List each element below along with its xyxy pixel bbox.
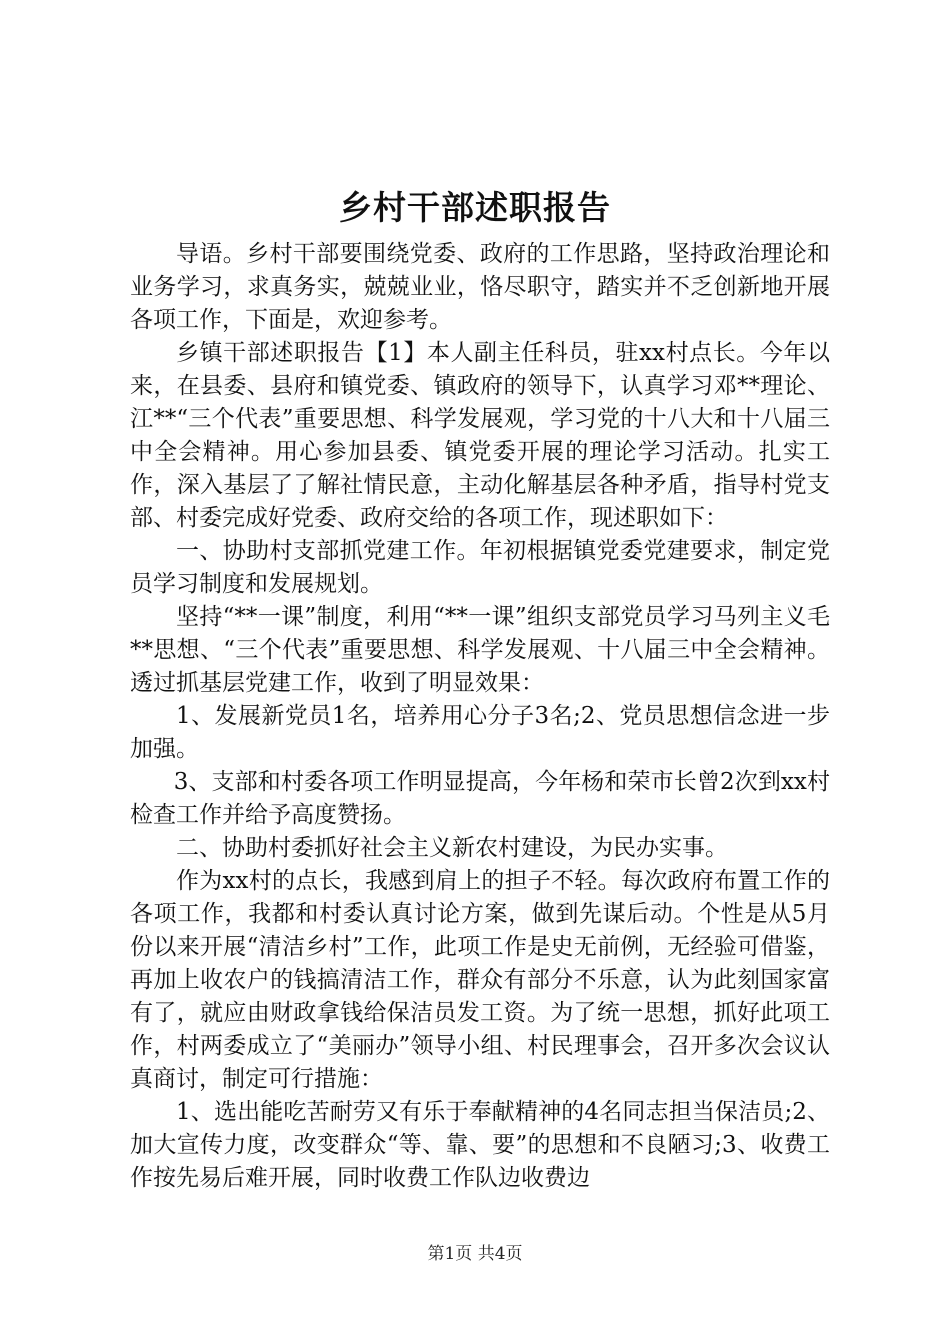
paragraph-intro: 导语。乡村干部要围绕党委、政府的工作思路，坚持政治理论和业务学习，求真务实，兢兢业业，恪尽职守，踏实并不乏创新地开展各项工作，下面是，欢迎参考。 [130, 241, 830, 333]
document-body [130, 238, 830, 1195]
paragraph-section-2: 二、协助村委抓好社会主义新农村建设，为民办实事。 [176, 835, 728, 861]
paragraph-result-3: 3、支部和村委各项工作明显提高，今年杨和荣市长曾2次到xx村检查工作并给予高度赞扬。 [130, 769, 830, 828]
paragraph-report-1: 乡镇干部述职报告【1】本人副主任科员，驻xx村点长。今年以来，在县委、县府和镇党委、镇政府的领导下，认真学习邓**理论、江**“三个代表”重要思想、科学发展观，学习党的十八大和十八届三中全会精神。用心参加县委、镇党委开展的理论学习活动。扎实工作，深入基层了了解社情民意，主动化解基层各种矛盾，指导村党支部、村委完成好党委、政府交给的各项工作，现述职如下： [130, 340, 830, 531]
paragraph-measures: 1、选出能吃苦耐劳又有乐于奉献精神的4名同志担当保洁员;2、加大宣传力度，改变群众“等、靠、要”的思想和不良陋习;3、收费工作按先易后难开展，同时收费工作队边收费边 [130, 1099, 830, 1191]
document-title: 乡村干部述职报告 [339, 188, 611, 227]
paragraph-party-lesson: 坚持“**一课”制度，利用“**一课”组织支部党员学习马列主义毛**思想、“三个代表”重要思想、科学发展观、十八届三中全会精神。透过抓基层党建工作，收到了明显效果： [130, 604, 830, 696]
paragraph-section-1: 一、协助村支部抓党建工作。年初根据镇党委党建要求，制定党员学习制度和发展规划。 [130, 538, 830, 597]
paragraph-result-1: 1、发展新党员1名，培养用心分子3名;2、党员思想信念进一步加强。 [130, 703, 830, 762]
paragraph-clean-village: 作为xx村的点长，我感到肩上的担子不轻。每次政府布置工作的各项工作，我都和村委认真讨论方案，做到先谋后动。个性是从5月份以来开展“清洁乡村”工作，此项工作是史无前例，无经验可借鉴，再加上收农户的钱搞清洁工作，群众有部分不乐意，认为此刻国家富有了，就应由财政拿钱给保洁员发工资。为了统一思想，抓好此项工作，村两委成立了“美丽办”领导小组、村民理事会，召开多次会议认真商讨，制定可行措施： [130, 868, 830, 1092]
page-number: 第1页 共4页 [427, 1244, 523, 1264]
